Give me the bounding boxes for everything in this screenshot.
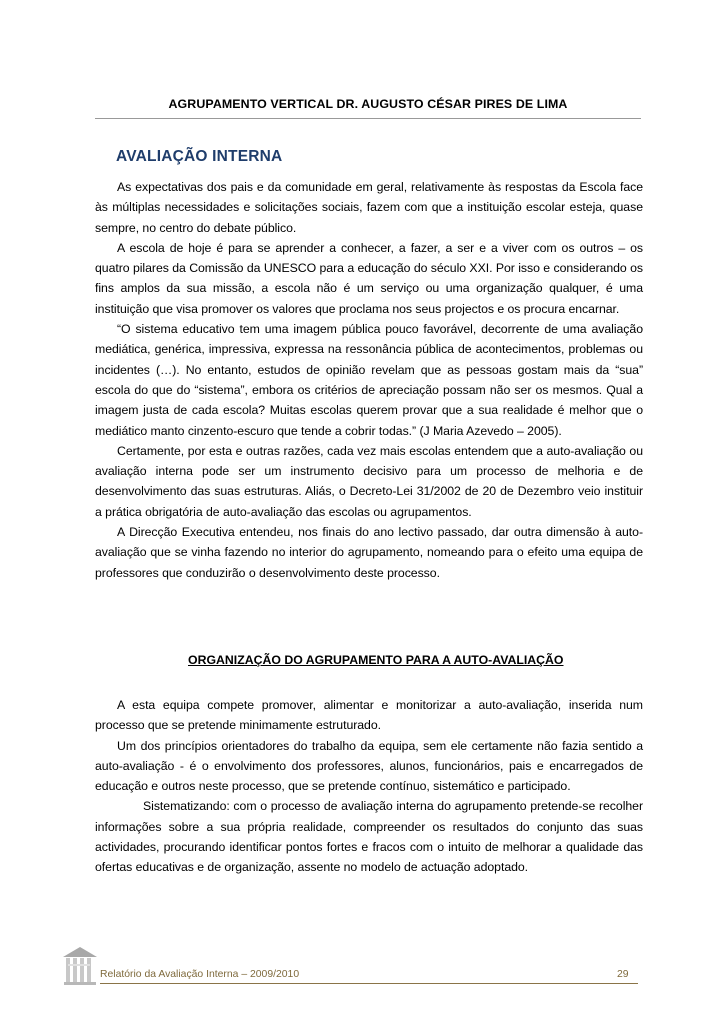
paragraph: As expectativas dos pais e da comunidade em geral, relativamente às respostas da Escola face às múltiplas necessidades e solicitações sociais, fazem com que a instituição escolar esteja, quase sempre, no centro do debate público. [95,180,643,235]
page-header: AGRUPAMENTO VERTICAL DR. AUGUSTO CÉSAR PIRES DE LIMA [168,97,568,111]
paragraph: A esta equipa compete promover, alimentar e monitorizar a auto-avaliação, inserida num processo que se pretende minimamente estruturado. [95,698,643,733]
header-rule [95,118,641,119]
section-title: AVALIAÇÃO INTERNA [116,148,283,165]
paragraph: A Direcção Executiva entendeu, nos finais do ano lectivo passado, dar outra dimensão à auto-avaliação que se vinha fazendo no interior do agrupamento, nomeando para o efeito uma equipa de professores que conduzirão o desenvolvimento deste processo. [95,525,643,580]
paragraph: Sistematizando: com o processo de avaliação interna do agrupamento pretende-se recolher informações sobre a sua própria realidade, compreender os resultados do conjunto das suas actividades, procurando identificar pontos fortes e fracos com o intuito de melhorar a qualidade das ofertas educativas e de organização, assente no modelo de actuação adoptado. [95,799,643,875]
paragraph: Certamente, por esta e outras razões, cada vez mais escolas entendem que a auto-avaliação ou avaliação interna pode ser um instrumento decisivo para um processo de melhoria e de desenvolvimento das suas estruturas. Aliás, o Decreto-Lei 31/2002 de 20 de Dezembro veio instituir a prática obrigatória de auto-avaliação das escolas ou agrupamentos. [95,443,643,519]
paragraph: Um dos princípios orientadores do trabalho da equipa, sem ele certamente não fazia sentido a auto-avaliação - é o envolvimento dos professores, alunos, funcionários, pais e encarregados de educação e outros neste processo, que se pretende contínuo, sistemático e participado. [95,738,643,794]
footer-page-number: 29 [617,969,629,980]
school-building-icon [62,944,98,986]
footer-rule [100,983,638,984]
footer-report-title: Relatório da Avaliação Interna – 2009/2010 [100,969,300,980]
body-block-2 [95,695,643,878]
paragraph: A escola de hoje é para se aprender a conhecer, a fazer, a ser e a viver com os outros – os quatro pilares da Comissão da UNESCO para a educação do século XXI. Por isso e considerando os fins amplos da sua missão, a escola não é um serviço ou uma organização qualquer, é uma instituição que visa promover os valores que proclama nos seus projectos e os procura encarnar. [95,240,643,316]
paragraph: “O sistema educativo tem uma imagem pública pouco favorável, decorrente de uma avaliação mediática, genérica, impressiva, expressa na ressonância pública de acontecimentos, problemas ou incidentes (…). No entanto, estudos de opinião revelam que as pessoas gostam mais da “sua” escola do que do “sistema”, embora os critérios de apreciação possam não ser os mesmos. Qual a imagem justa de cada escola? Muitas escolas querem provar que a sua realidade é melhor que o mediático manto cinzento-escuro que tende a cobrir todas.” (J Maria Azevedo – 2005). [95,322,643,438]
body-block-1 [95,177,643,583]
subheading: ORGANIZAÇÃO DO AGRUPAMENTO PARA A AUTO-AVALIAÇÃO [188,653,564,667]
